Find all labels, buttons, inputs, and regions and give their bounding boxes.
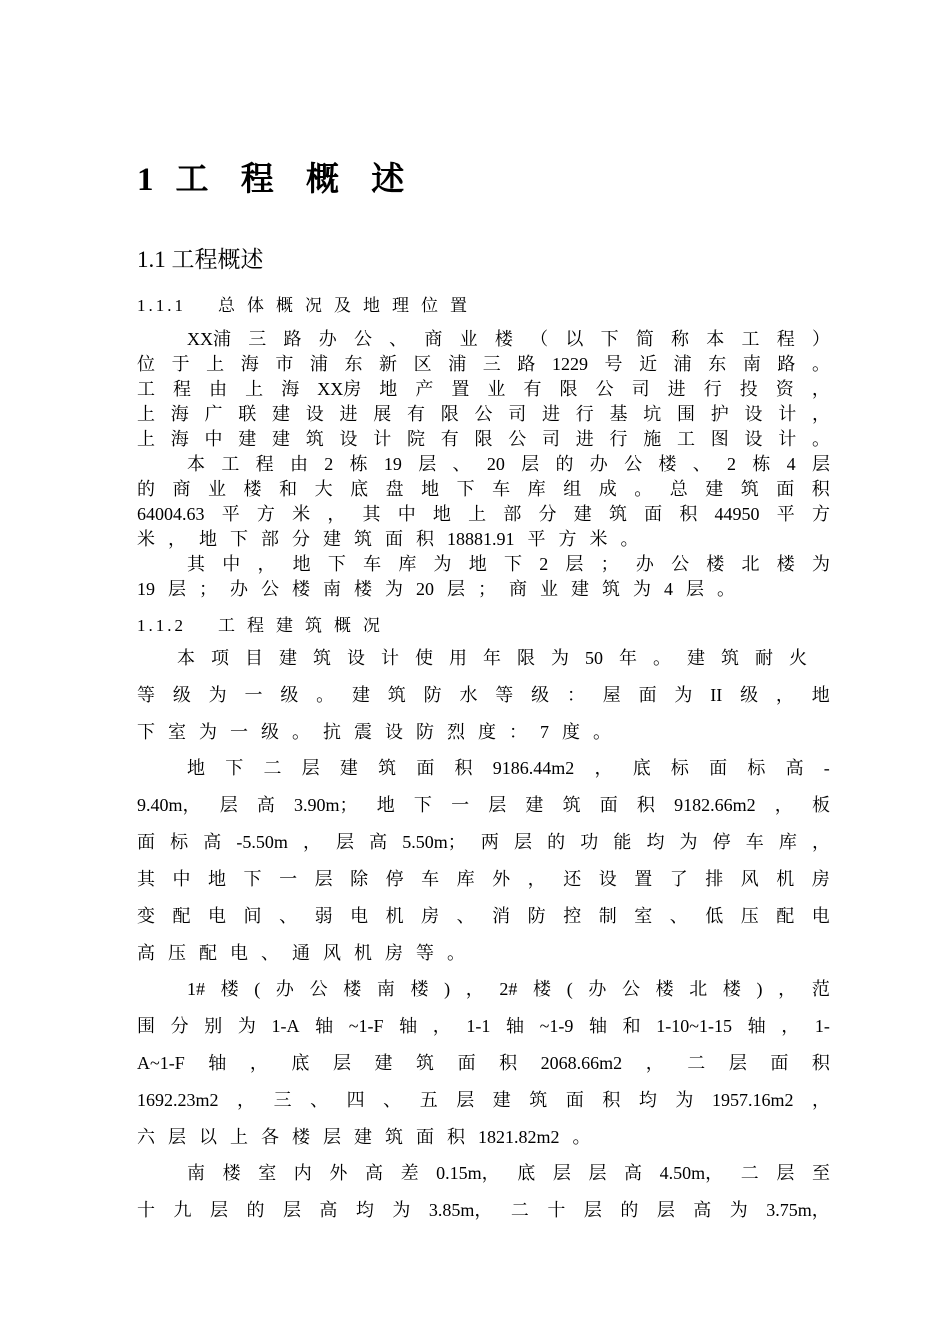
text-line: 工 程 由 上 海 XX房 地 产 置 业 有 限 公 司 进 行 投 资 ， xyxy=(137,379,830,399)
subsection-number: 1.1.2 xyxy=(137,616,186,635)
text-line: 其 中 地 下 一 层 除 停 车 库 外 ， 还 设 置 了 排 风 机 房 xyxy=(137,869,830,889)
text-line: 米 ， 地 下 部 分 建 筑 面 积 18881.91 平 方 米 。 xyxy=(137,529,639,549)
text-line: 地 下 二 层 建 筑 面 积 9186.44m2 ， 底 标 面 标 高 - xyxy=(187,758,830,778)
subsection-heading-2 xyxy=(137,615,392,637)
subsection-heading-1 xyxy=(137,295,479,317)
text-line: 本 项 目 建 筑 设 计 使 用 年 限 为 50 年 。 建 筑 耐 火 xyxy=(177,648,807,668)
text-line: 上 海 中 建 建 筑 设 计 院 有 限 公 司 进 行 施 工 图 设 计 。 xyxy=(137,429,830,449)
chapter-title: 工 程 概 述 xyxy=(175,162,417,198)
text-line: 64004.63 平 方 米 ， 其 中 地 上 部 分 建 筑 面 积 44950 平 方 xyxy=(137,504,830,524)
text-line: 1692.23m2 ， 三 、 四 、 五 层 建 筑 面 积 均 为 1957.16m2 ， xyxy=(137,1090,830,1110)
subsection-title: 总体概况及地理位置 xyxy=(218,296,479,315)
text-line: 围 分 别 为 1-A 轴 ~1-F 轴 ， 1-1 轴 ~1-9 轴 和 1-10~1-15 轴 ， 1- xyxy=(137,1016,830,1036)
text-line: 19 层 ； 办 公 楼 南 楼 为 20 层 ； 商 业 建 筑 为 4 层 。 xyxy=(137,579,735,599)
text-line: 的 商 业 楼 和 大 底 盘 地 下 车 库 组 成 。 总 建 筑 面 积 xyxy=(137,479,830,499)
text-line: 9.40m， 层 高 3.90m； 地 下 一 层 建 筑 面 积 9182.66m2 ， 板 xyxy=(137,795,830,815)
text-line: 下 室 为 一 级 。 抗 震 设 防 烈 度 ： 7 度 。 xyxy=(137,722,611,742)
text-line: XX浦 三 路 办 公 、 商 业 楼 （ 以 下 简 称 本 工 程 ） xyxy=(187,329,830,349)
section-heading: 1.1 工程概述 xyxy=(137,247,264,272)
text-line: 南 楼 室 内 外 高 差 0.15m， 底 层 层 高 4.50m， 二 层 至 xyxy=(187,1163,830,1183)
text-line: 其 中 ， 地 下 车 库 为 地 下 2 层 ； 办 公 楼 北 楼 为 xyxy=(187,554,830,574)
text-line: 位 于 上 海 市 浦 东 新 区 浦 三 路 1229 号 近 浦 东 南 路 。 xyxy=(137,354,830,374)
text-line: 六 层 以 上 各 楼 层 建 筑 面 积 1821.82m2 。 xyxy=(137,1127,591,1147)
text-line: 上 海 广 联 建 设 进 展 有 限 公 司 进 行 基 坑 围 护 设 计 ， xyxy=(137,404,830,424)
text-line: 本 工 程 由 2 栋 19 层 、 20 层 的 办 公 楼 、 2 栋 4 层 xyxy=(187,454,830,474)
subsection-number: 1.1.1 xyxy=(137,296,186,315)
text-line: A~1-F 轴 ， 底 层 建 筑 面 积 2068.66m2 ， 二 层 面 积 xyxy=(137,1053,830,1073)
chapter-heading xyxy=(137,160,416,200)
subsection-title: 工程建筑概况 xyxy=(218,616,392,635)
text-line: 高 压 配 电 、 通 风 机 房 等 。 xyxy=(137,943,465,963)
text-line: 变 配 电 间 、 弱 电 机 房 、 消 防 控 制 室 、 低 压 配 电 xyxy=(137,906,830,926)
text-line: 面 标 高 -5.50m ， 层 高 5.50m； 两 层 的 功 能 均 为 停 车 库 ， xyxy=(137,832,830,852)
text-line: 等 级 为 一 级 。 建 筑 防 水 等 级 ： 屋 面 为 II 级 ， 地 xyxy=(137,685,830,705)
chapter-number: 1 xyxy=(137,162,154,198)
text-line: 1# 楼 ( 办 公 楼 南 楼 ) ， 2# 楼 ( 办 公 楼 北 楼 ) ， 范 xyxy=(187,979,830,999)
text-line: 十 九 层 的 层 高 均 为 3.85m， 二 十 层 的 层 高 为 3.75m， xyxy=(137,1200,830,1220)
